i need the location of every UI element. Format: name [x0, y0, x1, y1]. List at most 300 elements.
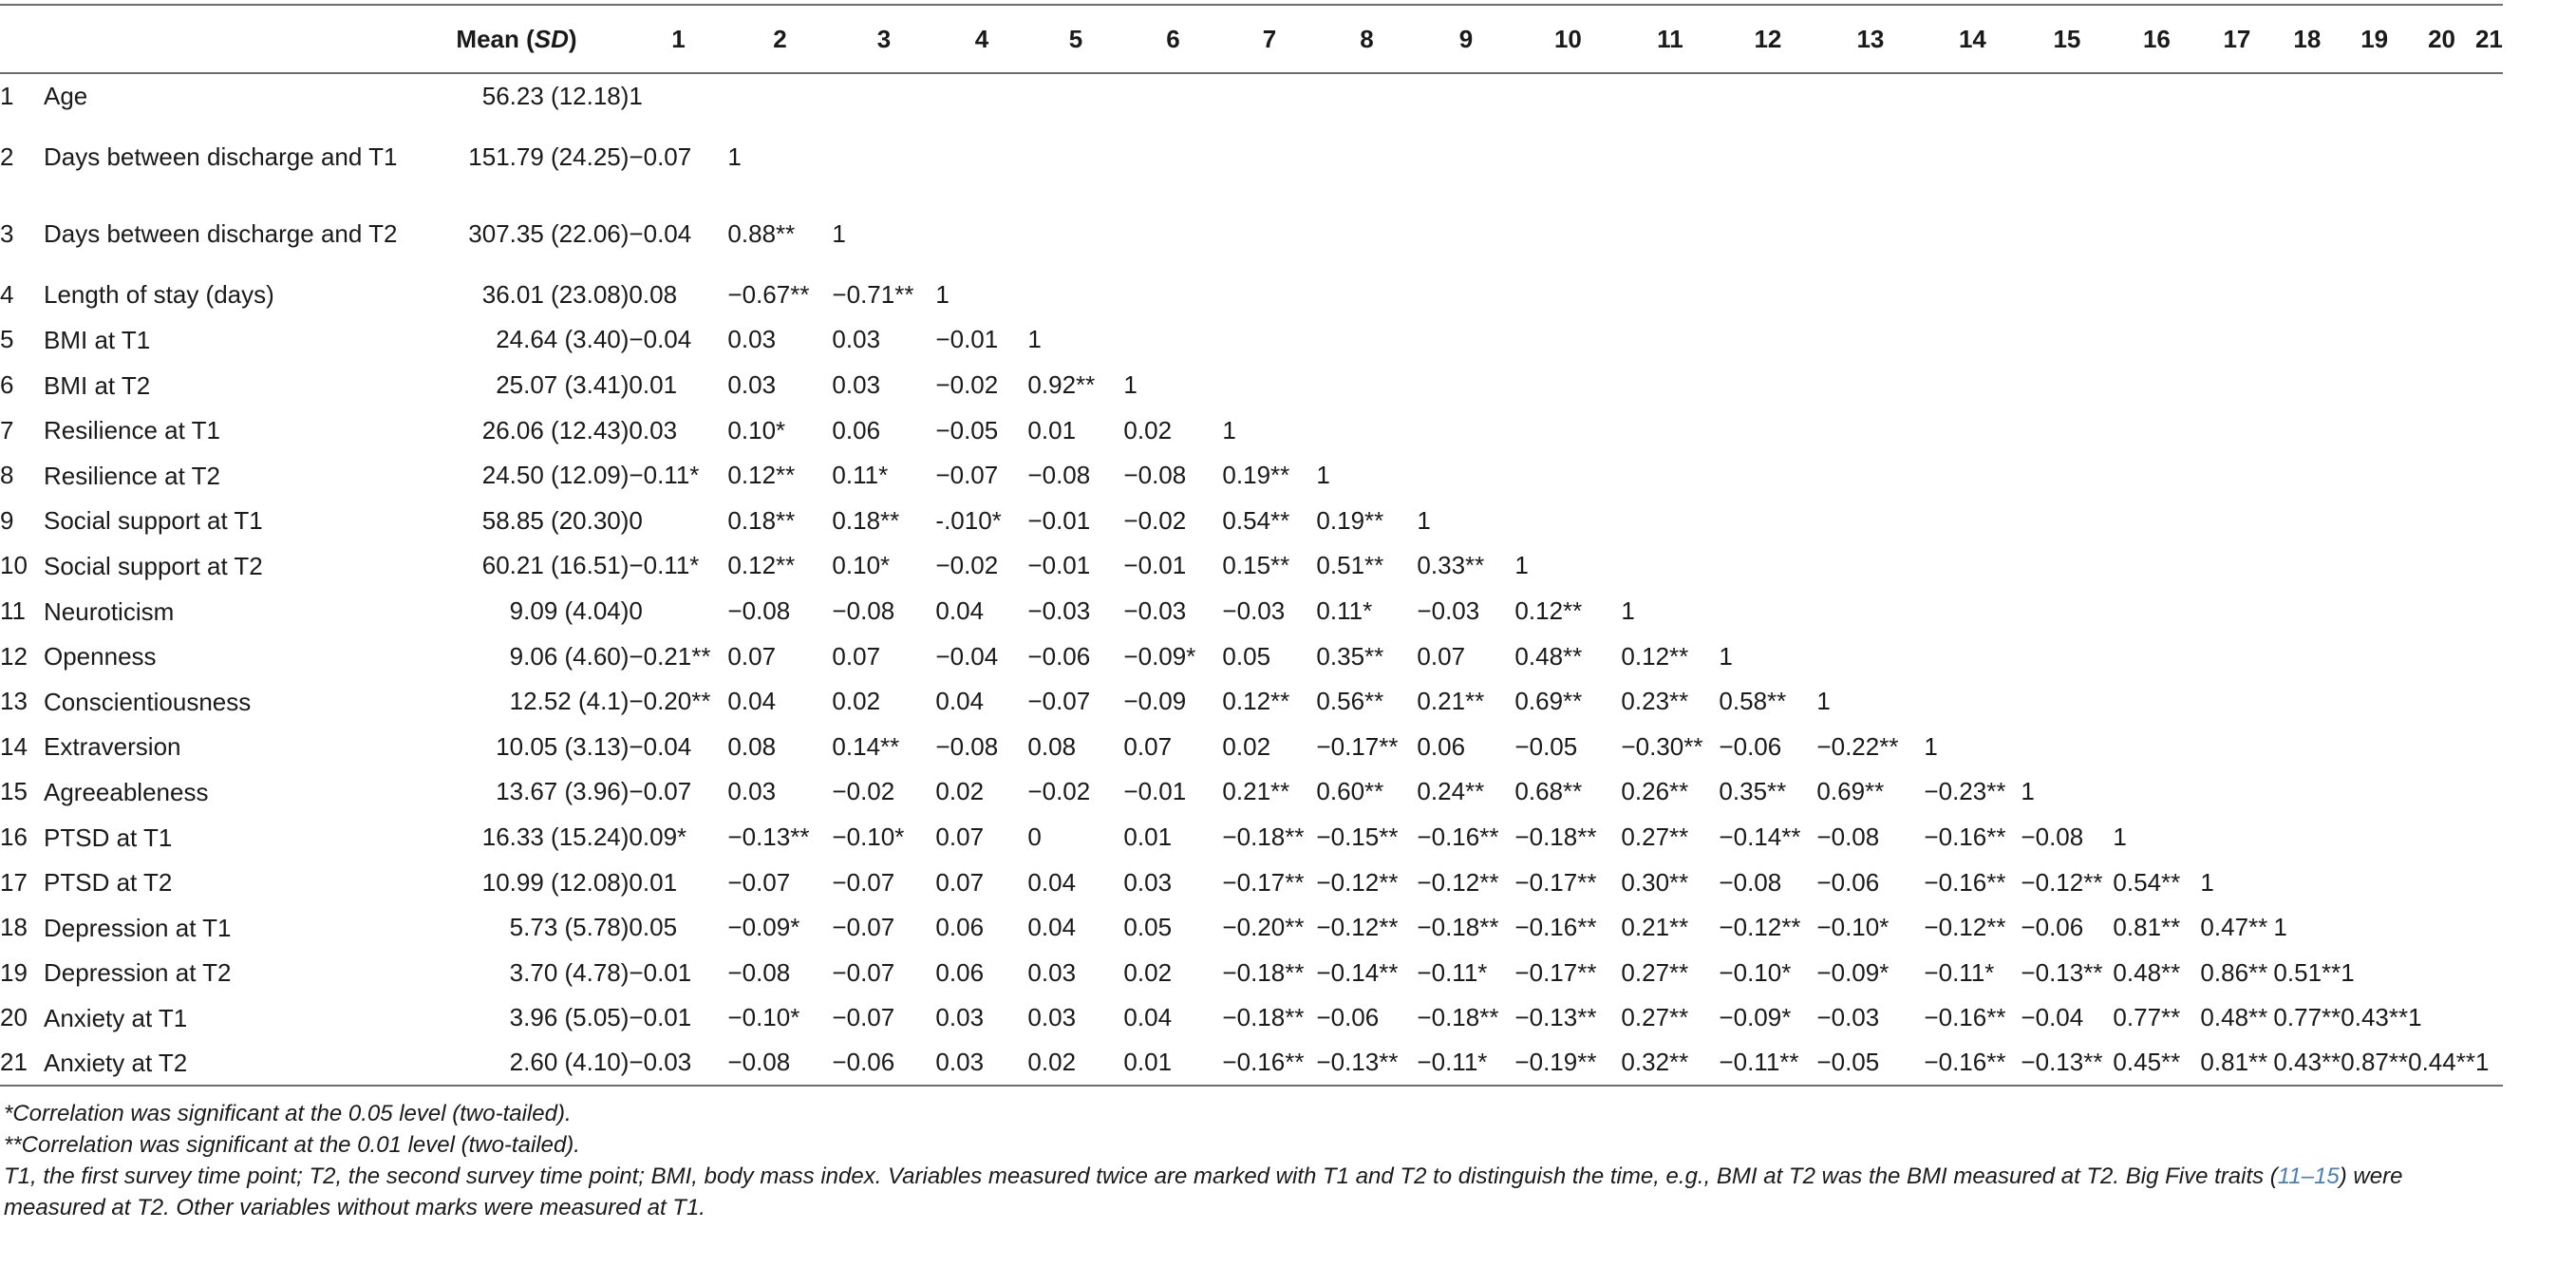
correlation-cell: −0.17** [1222, 867, 1305, 897]
correlation-cell [2113, 119, 2200, 196]
row-index: 17 [0, 867, 28, 897]
correlation-cell [2341, 196, 2408, 273]
correlation-cell [2113, 679, 2200, 725]
correlation-cell [2475, 679, 2503, 725]
correlation-cell: 0.12** [1514, 596, 1583, 626]
correlation-cell: −0.18** [1222, 957, 1305, 987]
correlation-cell [1621, 363, 1719, 408]
correlation-cell: −0.11** [1719, 1041, 1816, 1087]
correlation-cell: 0.60** [1316, 777, 1384, 806]
correlation-cell [2341, 543, 2408, 589]
table-row [0, 453, 2503, 499]
correlation-cell [1027, 196, 1123, 273]
correlation-cell: 0.18** [832, 505, 900, 535]
correlation-cell [1222, 363, 1316, 408]
correlation-cell [2475, 951, 2503, 996]
correlation-cell: −0.05 [1514, 731, 1578, 761]
correlation-cell [1816, 453, 1924, 499]
row-index: 12 [0, 641, 28, 671]
correlation-cell [2021, 453, 2113, 499]
correlation-cell [1514, 273, 1621, 318]
table-footnotes [4, 1098, 2435, 1223]
variable-name: Depression at T2 [44, 958, 232, 988]
correlation-cell: 0.05 [629, 913, 678, 942]
correlation-cell: −0.17** [1514, 957, 1597, 987]
correlation-cell [2408, 407, 2475, 453]
correlation-cell [1719, 453, 1816, 499]
correlation-cell: 0.86** [2200, 957, 2268, 987]
correlation-cell: −0.03 [629, 1041, 727, 1087]
mean-sd-value: 26.06 (12.43) [481, 415, 630, 444]
correlation-cell [935, 73, 1027, 119]
correlation-cell: 0.51** [2273, 957, 2341, 987]
correlation-cell: −0.06 [1719, 731, 1782, 761]
correlation-cell: 0.10* [727, 415, 786, 444]
correlation-cell: 0.06 [832, 415, 881, 444]
correlation-cell [1924, 679, 2021, 725]
correlation-cell [1719, 407, 1816, 453]
correlation-cell [1924, 317, 2021, 363]
correlation-cell: 0.03 [727, 777, 777, 806]
correlation-cell [2021, 634, 2113, 679]
correlation-cell [2200, 634, 2273, 679]
col-header-7: 7 [1222, 5, 1316, 73]
correlation-cell [1514, 119, 1621, 196]
table-row [0, 905, 2503, 951]
correlation-cell [1719, 363, 1816, 408]
correlation-cell: 0.47** [2200, 913, 2268, 942]
correlation-cell [1924, 363, 2021, 408]
correlation-cell: −0.10* [1719, 957, 1792, 987]
correlation-cell [1816, 407, 1924, 453]
correlation-cell: −0.16** [1222, 1041, 1316, 1087]
correlation-cell [1123, 119, 1222, 196]
correlation-table [0, 4, 2503, 1087]
correlation-cell: 0.56** [1316, 687, 1384, 716]
correlation-cell [832, 119, 935, 196]
correlation-cell: −0.12** [1316, 867, 1399, 897]
col-header-8: 8 [1316, 5, 1417, 73]
correlation-cell: 0.54** [1222, 505, 1290, 535]
row-index: 13 [0, 687, 28, 716]
table-row [0, 951, 2503, 996]
correlation-cell: 0.12** [1222, 687, 1290, 716]
variable-name: Neuroticism [44, 596, 175, 626]
table-row [0, 363, 2503, 408]
table-row [0, 196, 2503, 273]
correlation-cell: −0.07 [832, 913, 895, 942]
table-row [0, 1041, 2503, 1087]
correlation-cell: 0.48** [1514, 641, 1583, 671]
correlation-cell [1123, 196, 1222, 273]
correlation-cell [1417, 273, 1514, 318]
row-index: 4 [0, 279, 14, 309]
correlation-cell: 0.81** [2200, 1041, 2273, 1087]
table-row [0, 273, 2503, 318]
correlation-cell: 1 [1621, 596, 1635, 626]
correlation-cell [2475, 860, 2503, 905]
correlation-cell [1514, 73, 1621, 119]
correlation-cell: −0.71** [832, 279, 914, 309]
correlation-cell [2113, 725, 2200, 770]
correlation-cell [2408, 73, 2475, 119]
correlation-cell: −0.08 [727, 1041, 832, 1087]
col-header-12: 12 [1719, 5, 1816, 73]
correlation-cell: 0.03 [629, 415, 678, 444]
correlation-cell: −0.13** [2021, 1041, 2113, 1087]
correlation-cell [2408, 196, 2475, 273]
correlation-cell [1621, 273, 1719, 318]
table-row [0, 499, 2503, 544]
correlation-cell [1417, 317, 1514, 363]
correlation-cell: 0.69** [1514, 687, 1583, 716]
correlation-cell [2200, 453, 2273, 499]
correlation-cell: 0.87** [2341, 1041, 2408, 1087]
correlation-cell [1222, 273, 1316, 318]
row-index: 6 [0, 370, 14, 400]
correlation-cell: -.010* [935, 505, 1002, 535]
variable-name: PTSD at T1 [44, 823, 173, 852]
reference-link-15[interactable]: 15 [2314, 1163, 2340, 1189]
correlation-cell [1816, 196, 1924, 273]
correlation-cell: −0.01 [935, 325, 999, 354]
correlation-cell: −0.03 [1027, 596, 1091, 626]
correlation-cell: 1 [1816, 687, 1831, 716]
correlation-cell: −0.11* [629, 551, 700, 580]
correlation-cell [1222, 119, 1316, 196]
correlation-cell [2273, 634, 2341, 679]
correlation-cell: 0.05 [1222, 641, 1271, 671]
correlation-cell [2200, 363, 2273, 408]
correlation-cell: −0.10* [1816, 913, 1890, 942]
mean-sd-value: 12.52 (4.1) [509, 687, 630, 716]
correlation-cell: 0.35** [1316, 641, 1384, 671]
correlation-cell [1719, 273, 1816, 318]
correlation-cell [1719, 119, 1816, 196]
correlation-cell: −0.03 [1816, 1003, 1880, 1032]
correlation-cell: 1 [2408, 1003, 2422, 1032]
correlation-cell: 1 [1924, 731, 1938, 761]
correlation-cell: −0.05 [1816, 1041, 1924, 1087]
correlation-cell [2113, 453, 2200, 499]
correlation-cell: −0.12** [1924, 913, 2006, 942]
correlation-cell: 0.04 [1027, 867, 1077, 897]
correlation-cell [2408, 589, 2475, 634]
row-index: 21 [0, 1041, 44, 1087]
correlation-cell [1816, 543, 1924, 589]
correlation-cell: −0.07 [832, 867, 895, 897]
mean-sd-value: 60.21 (16.51) [481, 551, 630, 580]
correlation-cell [2200, 407, 2273, 453]
col-header-17: 17 [2200, 5, 2273, 73]
footnote-p01: **Correlation was significant at the 0.01 level (two-tailed). [4, 1132, 580, 1158]
correlation-cell [1123, 73, 1222, 119]
variable-name: Depression at T1 [44, 913, 232, 942]
correlation-cell: −0.18** [1514, 823, 1597, 852]
correlation-cell: 0.03 [935, 1003, 985, 1032]
reference-link-11[interactable]: 11 [2277, 1163, 2302, 1189]
col-header-16: 16 [2113, 5, 2200, 73]
variable-name: BMI at T2 [44, 370, 151, 400]
correlation-cell [1316, 273, 1417, 318]
correlation-cell: 0.30** [1621, 867, 1689, 897]
correlation-cell: 0.43** [2341, 1003, 2409, 1032]
correlation-cell: 0.02 [832, 687, 881, 716]
correlation-cell [2200, 499, 2273, 544]
correlation-cell: 1 [935, 279, 950, 309]
correlation-cell [2475, 407, 2503, 453]
row-index: 19 [0, 957, 28, 987]
correlation-cell [1924, 589, 2021, 634]
correlation-cell: −0.14** [1719, 823, 1801, 852]
correlation-cell: −0.02 [1123, 505, 1187, 535]
variable-name: Age [44, 82, 88, 111]
correlation-cell: 0.04 [1123, 1003, 1173, 1032]
correlation-cell: −0.07 [935, 461, 999, 490]
correlation-cell [2341, 815, 2408, 860]
correlation-cell: 0.14** [832, 731, 900, 761]
correlation-cell: 0.48** [2200, 1003, 2268, 1032]
row-index: 14 [0, 731, 28, 761]
col-header-9: 9 [1417, 5, 1514, 73]
variable-name: Resilience at T1 [44, 416, 220, 445]
correlation-cell [1924, 119, 2021, 196]
col-header-5: 5 [1027, 5, 1123, 73]
variable-name: Agreeableness [44, 777, 209, 806]
correlation-cell: −0.19** [1514, 1041, 1621, 1087]
correlation-cell [2021, 725, 2113, 770]
correlation-cell: 1 [1514, 551, 1529, 580]
correlation-cell: 0.03 [1027, 957, 1077, 987]
correlation-cell [2475, 196, 2503, 273]
correlation-cell [2475, 995, 2503, 1041]
correlation-cell: −0.01 [1123, 551, 1187, 580]
correlation-cell [2408, 679, 2475, 725]
mean-sd-value: 24.50 (12.09) [481, 461, 630, 490]
correlation-cell: 1 [629, 81, 643, 110]
correlation-cell [2113, 543, 2200, 589]
correlation-cell [2113, 634, 2200, 679]
correlation-cell: 0.19** [1316, 505, 1384, 535]
correlation-cell: −0.20** [1222, 913, 1305, 942]
correlation-cell [1222, 73, 1316, 119]
correlation-cell: 0.01 [1027, 415, 1077, 444]
mean-sd-value: 36.01 (23.08) [481, 279, 630, 309]
correlation-cell: 0.07 [1417, 641, 1466, 671]
correlation-cell: 0.27** [1621, 1003, 1689, 1032]
correlation-cell [2475, 769, 2503, 815]
correlation-cell [1816, 634, 1924, 679]
correlation-cell: −0.13** [1514, 1003, 1597, 1032]
col-header-1: 1 [629, 5, 727, 73]
correlation-cell [2273, 407, 2341, 453]
correlation-cell: −0.12** [1316, 913, 1399, 942]
correlation-cell: −0.15** [1316, 823, 1399, 852]
correlation-cell: 0.03 [935, 1041, 1027, 1087]
row-index: 2 [0, 142, 14, 171]
correlation-cell: −0.20** [629, 687, 711, 716]
correlation-cell [1816, 119, 1924, 196]
correlation-cell: −0.06 [1316, 1003, 1380, 1032]
correlation-cell: 0.04 [935, 596, 985, 626]
row-index: 18 [0, 913, 28, 942]
correlation-cell [2273, 769, 2341, 815]
correlation-cell: −0.08 [1719, 867, 1782, 897]
correlation-cell [2273, 499, 2341, 544]
correlation-cell: −0.08 [727, 957, 791, 987]
correlation-cell [935, 196, 1027, 273]
correlation-cell [2475, 905, 2503, 951]
correlation-cell: 1 [2021, 777, 2035, 806]
col-header-4: 4 [935, 5, 1027, 73]
table-row [0, 119, 2503, 196]
correlation-cell [2113, 317, 2200, 363]
correlation-cell [1417, 407, 1514, 453]
mean-sd-value: 56.23 (12.18) [481, 81, 630, 110]
correlation-cell [1316, 119, 1417, 196]
correlation-cell [1621, 119, 1719, 196]
correlation-cell: 0.88** [727, 218, 796, 248]
correlation-cell [2475, 725, 2503, 770]
correlation-cell: 0 [629, 505, 643, 535]
col-header-11: 11 [1621, 5, 1719, 73]
correlation-cell [2021, 317, 2113, 363]
correlation-cell: 0.05 [1123, 913, 1173, 942]
correlation-cell [2021, 119, 2113, 196]
correlation-cell: 0.02 [1222, 731, 1271, 761]
correlation-cell: 0.08 [727, 731, 777, 761]
correlation-cell [2341, 119, 2408, 196]
correlation-cell [2341, 769, 2408, 815]
correlation-cell: 0.81** [2113, 913, 2181, 942]
correlation-cell: −0.04 [935, 641, 999, 671]
correlation-cell: −0.18** [1222, 1003, 1305, 1032]
correlation-cell [2408, 317, 2475, 363]
correlation-cell: 0.26** [1621, 777, 1689, 806]
table-row [0, 860, 2503, 905]
mean-sd-value: 10.05 (3.13) [496, 731, 630, 761]
correlation-cell [1924, 634, 2021, 679]
correlation-cell [1816, 499, 1924, 544]
correlation-cell: 1 [727, 142, 742, 171]
correlation-cell: 0 [629, 596, 643, 626]
correlation-cell: −0.14** [1316, 957, 1399, 987]
correlation-cell: 0.03 [727, 325, 777, 354]
correlation-cell: 0.02 [1123, 415, 1173, 444]
correlation-cell [1816, 589, 1924, 634]
col-header-6: 6 [1123, 5, 1222, 73]
correlation-cell: 0.04 [727, 687, 777, 716]
correlation-cell: 0.44** [2408, 1041, 2475, 1087]
correlation-cell [2341, 73, 2408, 119]
correlation-cell: −0.06 [1027, 641, 1091, 671]
correlation-cell [2341, 679, 2408, 725]
correlation-cell: −0.03 [1417, 596, 1480, 626]
row-index: 7 [0, 415, 14, 444]
correlation-cell: −0.07 [629, 142, 692, 171]
correlation-cell: −0.01 [1027, 505, 1091, 535]
correlation-cell: −0.12** [1417, 867, 1499, 897]
correlation-cell [2273, 589, 2341, 634]
correlation-cell: 0.68** [1514, 777, 1583, 806]
col-header-10: 10 [1514, 5, 1621, 73]
correlation-cell [2408, 363, 2475, 408]
row-index: 5 [0, 325, 14, 354]
correlation-cell: −0.03 [1123, 596, 1187, 626]
correlation-cell [2341, 453, 2408, 499]
variable-header [44, 5, 397, 73]
correlation-cell: −0.07 [832, 1003, 895, 1032]
correlation-cell [2273, 73, 2341, 119]
correlation-cell: 0.09* [629, 823, 687, 852]
correlation-cell [1924, 73, 2021, 119]
correlation-cell [1924, 453, 2021, 499]
correlation-cell: 0.04 [1027, 913, 1077, 942]
correlation-cell [2113, 73, 2200, 119]
correlation-cell [2475, 119, 2503, 196]
correlation-cell [2341, 407, 2408, 453]
row-index: 16 [0, 823, 28, 852]
variable-name: Conscientiousness [44, 687, 252, 716]
col-header-18: 18 [2273, 5, 2341, 73]
correlation-cell: 0.08 [629, 279, 678, 309]
correlation-cell [2021, 407, 2113, 453]
correlation-cell [727, 73, 832, 119]
correlation-cell: −0.11* [1417, 1041, 1514, 1087]
correlation-cell [2475, 589, 2503, 634]
correlation-cell [1924, 543, 2021, 589]
col-header-19: 19 [2341, 5, 2408, 73]
correlation-cell [1417, 363, 1514, 408]
row-index: 8 [0, 461, 14, 490]
correlation-cell: −0.02 [935, 551, 999, 580]
correlation-cell [2021, 543, 2113, 589]
correlation-cell: 0.92** [1027, 370, 1096, 400]
correlation-cell: −0.02 [935, 370, 999, 400]
correlation-cell [2200, 725, 2273, 770]
correlation-cell [2200, 196, 2273, 273]
correlation-cell [2408, 499, 2475, 544]
correlation-cell: −0.18** [1222, 823, 1305, 852]
variable-name: Days between discharge and T2 [44, 219, 398, 249]
row-index: 1 [0, 81, 14, 110]
correlation-cell [2273, 815, 2341, 860]
correlation-cell [1027, 73, 1123, 119]
correlation-cell: 0.21** [1621, 913, 1689, 942]
correlation-cell [1514, 317, 1621, 363]
correlation-cell [1222, 196, 1316, 273]
correlation-cell: −0.06 [1816, 867, 1880, 897]
correlation-cell [1719, 317, 1816, 363]
correlation-cell [1222, 317, 1316, 363]
correlation-cell: −0.21** [629, 641, 711, 671]
table-row [0, 769, 2503, 815]
correlation-cell: 1 [1417, 505, 1431, 535]
correlation-cell: −0.13** [2021, 957, 2103, 987]
correlation-cell: 0.32** [1621, 1041, 1719, 1087]
table-row [0, 589, 2503, 634]
footnote-abbreviations: T1, the first survey time point; T2, the second survey time point; BMI, body mass index. Variables measured twice are marked with T1 and T2 to distinguish the time, e.g., BMI at T2 was the BMI measured at T2. Big Five traits (11–15) were measured at T2. Other variables without marks were measured at T1. [4, 1163, 2403, 1220]
correlation-cell [1924, 273, 2021, 318]
correlation-cell [2113, 407, 2200, 453]
col-header-15: 15 [2021, 5, 2113, 73]
variable-name: Days between discharge and T1 [44, 142, 398, 172]
variable-name: Extraversion [44, 732, 181, 762]
table-row [0, 995, 2503, 1041]
correlation-cell: −0.13** [1316, 1041, 1417, 1087]
variable-name: Resilience at T2 [44, 461, 220, 490]
correlation-cell: −0.08 [832, 596, 895, 626]
